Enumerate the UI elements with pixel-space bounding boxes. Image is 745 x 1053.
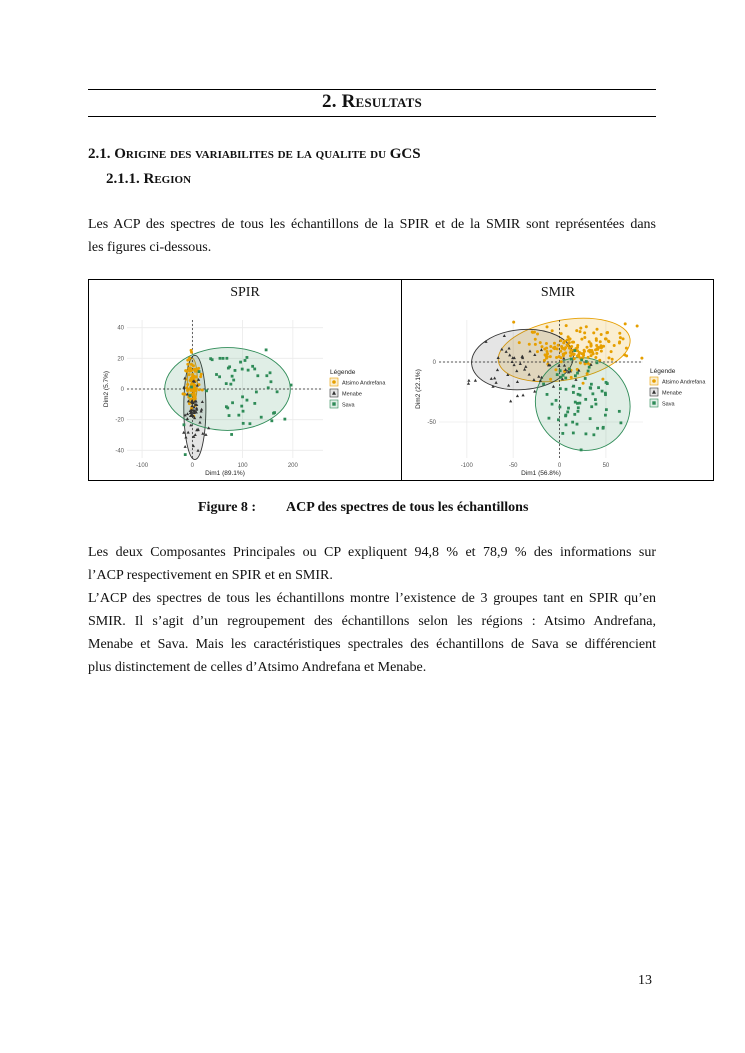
data-point bbox=[573, 357, 576, 360]
panel-title-smir: SMIR bbox=[540, 285, 576, 300]
data-point bbox=[568, 341, 571, 344]
data-point bbox=[565, 423, 568, 426]
data-point bbox=[604, 392, 607, 395]
data-point bbox=[225, 357, 228, 360]
data-point bbox=[545, 350, 548, 353]
data-point bbox=[580, 448, 583, 451]
data-point bbox=[589, 349, 592, 352]
data-point bbox=[611, 358, 614, 361]
data-point bbox=[182, 392, 185, 395]
data-point bbox=[580, 338, 583, 341]
data-point bbox=[249, 422, 252, 425]
data-point bbox=[559, 369, 562, 372]
data-point bbox=[186, 383, 189, 386]
data-point bbox=[269, 371, 272, 374]
data-point bbox=[265, 374, 268, 377]
data-point bbox=[512, 321, 515, 324]
data-point bbox=[604, 414, 607, 417]
data-point bbox=[556, 373, 559, 376]
data-point bbox=[227, 367, 230, 370]
data-point bbox=[599, 340, 602, 343]
data-point bbox=[554, 368, 557, 371]
data-point bbox=[188, 373, 191, 376]
data-point bbox=[560, 376, 563, 379]
legend-marker bbox=[332, 380, 336, 384]
data-point bbox=[623, 353, 626, 356]
data-point bbox=[610, 350, 613, 353]
data-point bbox=[586, 372, 589, 375]
data-point bbox=[219, 357, 222, 360]
data-point bbox=[591, 392, 594, 395]
intro-paragraph bbox=[88, 213, 656, 259]
data-point bbox=[534, 338, 537, 341]
data-point bbox=[518, 341, 521, 344]
panel-title-spir: SPIR bbox=[230, 285, 260, 300]
data-point bbox=[183, 423, 186, 426]
figure-caption-text: ACP des spectres de tous les échantillons bbox=[286, 500, 529, 515]
data-point bbox=[560, 360, 563, 363]
x-axis-title: Dim1 (89.1%) bbox=[205, 470, 245, 477]
data-point bbox=[594, 356, 597, 359]
data-point bbox=[215, 373, 218, 376]
data-point bbox=[605, 408, 608, 411]
data-point bbox=[198, 388, 201, 391]
data-point bbox=[589, 387, 592, 390]
data-point bbox=[193, 384, 196, 387]
results-paragraph bbox=[88, 541, 656, 679]
data-point bbox=[596, 361, 599, 364]
data-point bbox=[600, 344, 603, 347]
data-point bbox=[600, 333, 603, 336]
y-tick-label: 0 bbox=[120, 387, 124, 393]
figure-caption bbox=[198, 500, 528, 516]
data-point bbox=[573, 413, 576, 416]
data-point bbox=[572, 391, 575, 394]
data-point bbox=[190, 386, 193, 389]
data-point bbox=[247, 369, 250, 372]
data-point bbox=[193, 388, 196, 391]
data-point bbox=[283, 418, 286, 421]
data-point bbox=[270, 419, 273, 422]
data-point bbox=[559, 350, 562, 353]
data-point bbox=[562, 353, 565, 356]
results-line: Menabe et Sava. Mais les caractéristiques spectrales des échantillons de Sava se différencient bbox=[88, 637, 656, 652]
intro-line: les figures ci-dessous. bbox=[88, 240, 212, 255]
smir-pca-plot bbox=[415, 316, 711, 480]
data-point bbox=[594, 398, 597, 401]
data-point bbox=[190, 349, 193, 352]
data-point bbox=[618, 410, 621, 413]
data-point bbox=[577, 393, 580, 396]
figure-divider bbox=[401, 280, 402, 480]
data-point bbox=[543, 359, 546, 362]
data-point bbox=[188, 357, 191, 360]
intro-line: Les ACP des spectres de tous les échantillons de la SPIR et de la SMIR sont représentées dans bbox=[88, 217, 656, 232]
data-point bbox=[575, 329, 578, 332]
data-point bbox=[267, 386, 270, 389]
data-point bbox=[568, 347, 571, 350]
data-point bbox=[589, 417, 592, 420]
data-point bbox=[534, 343, 537, 346]
data-point bbox=[602, 345, 605, 348]
spir-pca-plot bbox=[103, 316, 393, 480]
data-point bbox=[260, 416, 263, 419]
results-line: plus distinctement de celles d’Atsimo Andrefana et Menabe. bbox=[88, 660, 427, 675]
x-tick-label: -50 bbox=[508, 463, 518, 469]
data-point bbox=[193, 375, 196, 378]
data-point bbox=[231, 401, 234, 404]
data-point bbox=[230, 433, 233, 436]
data-point bbox=[561, 432, 564, 435]
data-point bbox=[605, 331, 608, 334]
data-point bbox=[592, 331, 595, 334]
data-point bbox=[636, 324, 639, 327]
data-point bbox=[580, 359, 583, 362]
data-point bbox=[562, 341, 565, 344]
page-number: 13 bbox=[638, 973, 652, 988]
data-point bbox=[273, 411, 276, 414]
y-tick-label: 20 bbox=[117, 356, 124, 363]
data-point bbox=[578, 351, 581, 354]
legend-title: Légende bbox=[330, 369, 356, 376]
data-point bbox=[574, 374, 577, 377]
legend-marker bbox=[332, 402, 335, 405]
data-point bbox=[265, 348, 268, 351]
data-point bbox=[573, 349, 576, 352]
data-point bbox=[276, 390, 279, 393]
data-point bbox=[601, 390, 604, 393]
data-point bbox=[592, 433, 595, 436]
data-point bbox=[225, 382, 228, 385]
data-point bbox=[576, 372, 579, 375]
data-point bbox=[553, 347, 556, 350]
results-line: l’ACP respectivement en SPIR et en SMIR. bbox=[88, 568, 333, 583]
data-point bbox=[559, 339, 562, 342]
data-point bbox=[231, 375, 234, 378]
data-point bbox=[229, 383, 232, 386]
data-point bbox=[586, 346, 589, 349]
data-point bbox=[244, 359, 247, 362]
data-point bbox=[239, 361, 242, 364]
data-point bbox=[640, 357, 643, 360]
data-point bbox=[578, 402, 581, 405]
data-point bbox=[582, 382, 585, 385]
data-point bbox=[585, 325, 588, 328]
data-point bbox=[598, 359, 601, 362]
data-point bbox=[185, 370, 188, 373]
legend-label: Menabe bbox=[342, 391, 362, 398]
data-point bbox=[578, 387, 581, 390]
data-point bbox=[579, 327, 582, 330]
data-point bbox=[205, 389, 208, 392]
data-point bbox=[595, 403, 598, 406]
data-point bbox=[602, 426, 605, 429]
subsection-heading: 2.1.1. Region bbox=[106, 171, 192, 187]
data-point bbox=[555, 399, 558, 402]
data-point bbox=[192, 391, 195, 394]
y-tick-label: -40 bbox=[115, 448, 124, 455]
data-point bbox=[559, 406, 562, 409]
data-point bbox=[607, 356, 610, 359]
data-point bbox=[256, 374, 259, 377]
figure-number: Figure 8 : bbox=[198, 500, 257, 515]
data-point bbox=[570, 358, 573, 361]
data-point bbox=[543, 348, 546, 351]
x-axis-title: Dim1 (56.8%) bbox=[521, 470, 561, 477]
data-point bbox=[590, 383, 593, 386]
data-point bbox=[190, 369, 193, 372]
data-point bbox=[583, 336, 586, 339]
legend-label: Menabe bbox=[662, 390, 682, 397]
data-point bbox=[572, 385, 575, 388]
results-line: Les deux Composantes Principales ou CP expliquent 94,8 % et 78,9 % des informations sur bbox=[88, 545, 656, 560]
data-point bbox=[577, 406, 580, 409]
data-point bbox=[576, 344, 579, 347]
data-point bbox=[570, 376, 573, 379]
data-point bbox=[539, 341, 542, 344]
data-point bbox=[551, 329, 554, 332]
data-point bbox=[557, 344, 560, 347]
data-point bbox=[185, 386, 188, 389]
data-point bbox=[565, 388, 568, 391]
data-point bbox=[589, 342, 592, 345]
chapter-title: 2. Resultats bbox=[322, 91, 422, 112]
data-point bbox=[565, 324, 568, 327]
x-tick-label: 100 bbox=[237, 463, 248, 469]
data-point bbox=[624, 322, 627, 325]
y-tick-label: 0 bbox=[432, 360, 436, 366]
data-point bbox=[228, 414, 231, 417]
data-point bbox=[571, 341, 574, 344]
data-point bbox=[605, 381, 608, 384]
legend-marker bbox=[652, 379, 656, 383]
data-point bbox=[613, 344, 616, 347]
data-point bbox=[270, 380, 273, 383]
data-point bbox=[189, 394, 192, 397]
data-point bbox=[237, 414, 240, 417]
data-point bbox=[549, 345, 552, 348]
data-point bbox=[241, 395, 244, 398]
data-point bbox=[588, 366, 591, 369]
data-point bbox=[528, 343, 531, 346]
x-tick-label: 200 bbox=[287, 463, 298, 469]
y-axis-title: Dim2 (22.1%) bbox=[415, 369, 422, 409]
data-point bbox=[557, 418, 560, 421]
data-point bbox=[536, 350, 539, 353]
data-point bbox=[190, 363, 193, 366]
results-line: SMIR. Il s’agit d’un regroupement des échantillons selon les régions : Atsimo Andrefana, bbox=[88, 614, 656, 629]
data-point bbox=[198, 370, 201, 373]
data-point bbox=[246, 356, 249, 359]
data-point bbox=[596, 427, 599, 430]
x-tick-label: 0 bbox=[557, 463, 562, 469]
data-point bbox=[542, 383, 545, 386]
data-point bbox=[551, 403, 554, 406]
data-point bbox=[255, 391, 258, 394]
data-point bbox=[226, 407, 229, 410]
data-point bbox=[560, 332, 563, 335]
data-point bbox=[553, 342, 556, 345]
legend-label: Atsimo Andrefana bbox=[342, 380, 386, 387]
y-tick-label: -20 bbox=[115, 417, 124, 424]
data-point bbox=[566, 339, 569, 342]
data-point bbox=[246, 399, 249, 402]
data-point bbox=[546, 393, 549, 396]
title-rule-bottom bbox=[88, 116, 656, 117]
data-point bbox=[584, 398, 587, 401]
data-point bbox=[595, 352, 598, 355]
data-point bbox=[625, 347, 628, 350]
data-point bbox=[600, 350, 603, 353]
data-point bbox=[591, 351, 594, 354]
results-line: L’ACP des spectres de tous les échantillons montre l’existence de 3 groupes tant en SPIR qu’en bbox=[88, 591, 656, 606]
data-point bbox=[200, 373, 203, 376]
title-rule-top bbox=[88, 89, 656, 90]
data-point bbox=[607, 340, 610, 343]
data-point bbox=[571, 421, 574, 424]
data-point bbox=[595, 339, 598, 342]
data-point bbox=[573, 353, 576, 356]
data-point bbox=[579, 330, 582, 333]
data-point bbox=[564, 414, 567, 417]
data-point bbox=[584, 377, 587, 380]
data-point bbox=[576, 355, 579, 358]
data-point bbox=[189, 379, 192, 382]
data-point bbox=[622, 337, 625, 340]
data-point bbox=[549, 350, 552, 353]
data-point bbox=[544, 353, 547, 356]
data-point bbox=[594, 348, 597, 351]
data-point bbox=[601, 378, 604, 381]
data-point bbox=[559, 387, 562, 390]
legend-label: Atsimo Andrefana bbox=[662, 379, 706, 386]
data-point bbox=[576, 402, 579, 405]
data-point bbox=[563, 348, 566, 351]
data-point bbox=[186, 363, 189, 366]
data-point bbox=[587, 370, 590, 373]
data-point bbox=[568, 368, 571, 371]
legend-marker bbox=[652, 401, 655, 404]
data-point bbox=[187, 367, 190, 370]
data-point bbox=[290, 384, 293, 387]
data-point bbox=[253, 368, 256, 371]
data-point bbox=[548, 417, 551, 420]
data-point bbox=[251, 365, 254, 368]
data-point bbox=[540, 345, 543, 348]
data-point bbox=[549, 378, 552, 381]
data-point bbox=[240, 405, 243, 408]
section-heading: 2.1. Origine des variabilites de la qualite du GCS bbox=[88, 146, 421, 162]
data-point bbox=[234, 369, 237, 372]
data-point bbox=[218, 375, 221, 378]
legend-label: Sava bbox=[342, 402, 355, 409]
data-point bbox=[253, 402, 256, 405]
y-tick-label: -50 bbox=[427, 420, 436, 426]
data-point bbox=[232, 379, 235, 382]
data-point bbox=[585, 432, 588, 435]
data-point bbox=[536, 333, 539, 336]
data-point bbox=[587, 356, 590, 359]
y-tick-label: 40 bbox=[117, 325, 124, 332]
data-point bbox=[560, 356, 563, 359]
legend-title: Légende bbox=[650, 368, 676, 375]
data-point bbox=[620, 421, 623, 424]
data-point bbox=[585, 360, 588, 363]
data-point bbox=[555, 356, 558, 359]
data-point bbox=[545, 357, 548, 360]
data-point bbox=[242, 410, 245, 413]
data-point bbox=[222, 357, 225, 360]
data-point bbox=[572, 432, 575, 435]
data-point bbox=[597, 386, 600, 389]
data-point bbox=[564, 377, 567, 380]
data-point bbox=[596, 328, 599, 331]
data-point bbox=[576, 423, 579, 426]
data-point bbox=[549, 355, 552, 358]
data-point bbox=[194, 368, 197, 371]
x-tick-label: -100 bbox=[460, 463, 473, 469]
figure-frame bbox=[88, 279, 714, 481]
data-point bbox=[577, 410, 580, 413]
data-point bbox=[545, 342, 548, 345]
data-point bbox=[618, 332, 621, 335]
data-point bbox=[569, 337, 572, 340]
data-point bbox=[583, 350, 586, 353]
data-point bbox=[184, 453, 187, 456]
data-point bbox=[590, 405, 593, 408]
x-tick-label: 0 bbox=[190, 463, 195, 469]
data-point bbox=[242, 422, 245, 425]
data-point bbox=[546, 325, 549, 328]
data-point bbox=[604, 337, 607, 340]
data-point bbox=[201, 389, 204, 392]
legend-label: Sava bbox=[662, 401, 675, 408]
data-point bbox=[579, 362, 582, 365]
data-point bbox=[567, 407, 570, 410]
data-point bbox=[618, 342, 621, 345]
data-point bbox=[583, 331, 586, 334]
x-tick-label: 50 bbox=[602, 463, 610, 469]
data-point bbox=[619, 336, 622, 339]
data-point bbox=[531, 331, 534, 334]
data-point bbox=[241, 368, 244, 371]
data-point bbox=[197, 367, 200, 370]
x-tick-label: -100 bbox=[136, 463, 149, 469]
data-point bbox=[211, 358, 214, 361]
y-axis-title: Dim2 (5.7%) bbox=[103, 370, 110, 408]
data-point bbox=[566, 411, 569, 414]
